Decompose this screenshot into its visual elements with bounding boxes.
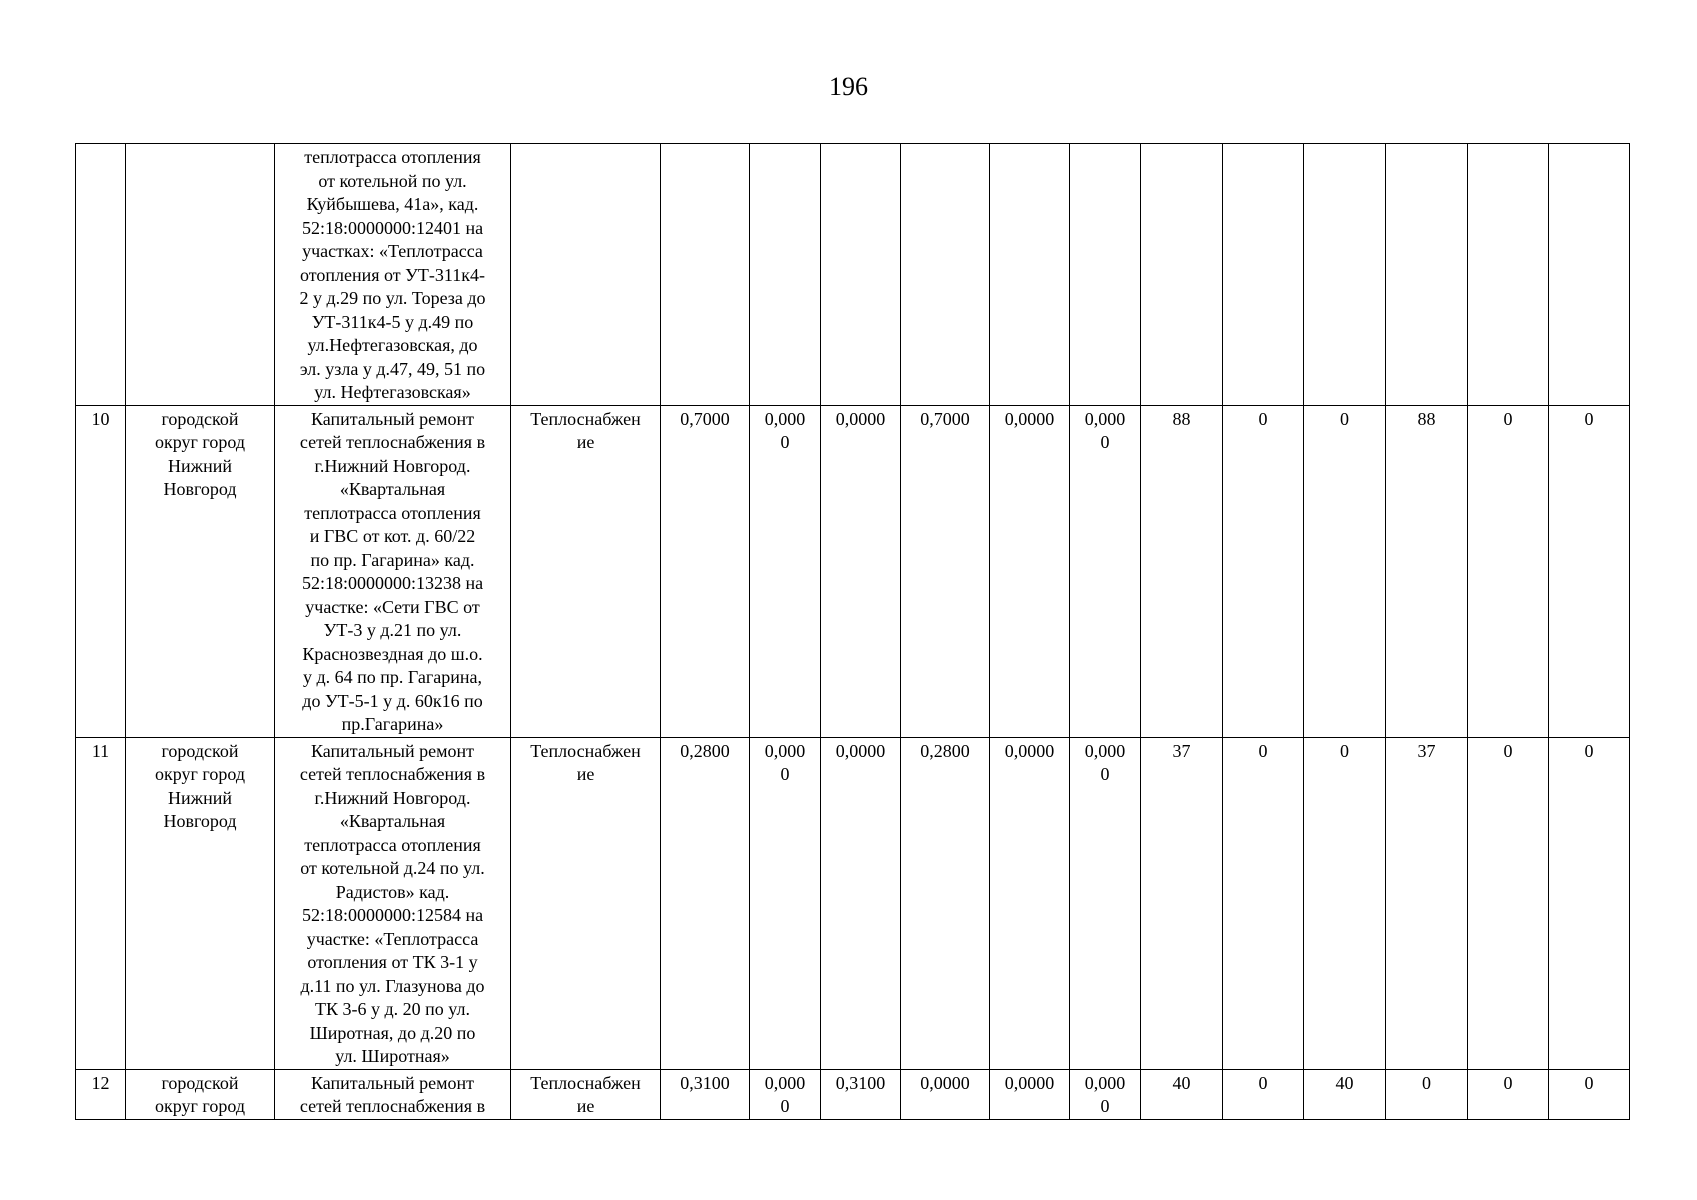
value-cell: 37	[1386, 737, 1468, 1069]
value-cell: 0,7000	[901, 405, 990, 737]
value-cell: 0,0000	[990, 1069, 1070, 1119]
value-cell	[901, 144, 990, 406]
value-cell: 40	[1141, 1069, 1223, 1119]
value-cell: 0	[1468, 737, 1549, 1069]
value-cell: 0,000 0	[1070, 405, 1141, 737]
value-cell: 0	[1386, 1069, 1468, 1119]
type-cell	[511, 144, 661, 406]
value-cell: 0,000 0	[750, 737, 821, 1069]
value-cell: 40	[1304, 1069, 1386, 1119]
row-number-cell: 12	[76, 1069, 126, 1119]
value-cell: 37	[1141, 737, 1223, 1069]
row-number-cell: 11	[76, 737, 126, 1069]
municipality-cell	[126, 144, 275, 406]
value-cell: 88	[1386, 405, 1468, 737]
value-cell: 88	[1141, 405, 1223, 737]
value-cell	[1304, 144, 1386, 406]
value-cell: 0,0000	[990, 405, 1070, 737]
value-cell	[821, 144, 901, 406]
value-cell: 0	[1223, 405, 1304, 737]
value-cell: 0	[1223, 737, 1304, 1069]
value-cell	[661, 144, 750, 406]
description-cell: Капитальный ремонт сетей теплоснабжения в г.Нижний Новгород. «Квартальная теплотрасса отопления от котельной д.24 по ул. Радистов» кад. 52:18:0000000:12584 на участке: «Теплотрасса отопления от ТК 3-1 у д.11 по ул. Глазунова до ТК 3-6 у д. 20 по ул. Широтная, до д.20 по ул. Широтная»	[275, 737, 511, 1069]
description-cell: Капитальный ремонт сетей теплоснабжения в	[275, 1069, 511, 1119]
value-cell: 0	[1549, 405, 1630, 737]
value-cell: 0,000 0	[1070, 737, 1141, 1069]
value-cell: 0,0000	[821, 405, 901, 737]
type-cell: Теплоснабжен ие	[511, 1069, 661, 1119]
value-cell	[1070, 144, 1141, 406]
value-cell: 0,000 0	[1070, 1069, 1141, 1119]
value-cell: 0	[1304, 405, 1386, 737]
table-body	[76, 144, 1630, 1120]
table-row	[76, 737, 1630, 1069]
row-number-cell	[76, 144, 126, 406]
value-cell: 0,2800	[901, 737, 990, 1069]
value-cell: 0	[1549, 737, 1630, 1069]
page-number: 196	[829, 72, 868, 101]
type-cell: Теплоснабжен ие	[511, 737, 661, 1069]
value-cell	[1468, 144, 1549, 406]
table-row	[76, 144, 1630, 406]
value-cell: 0	[1468, 405, 1549, 737]
description-cell: теплотрасса отопления от котельной по ул. Куйбышева, 41а», кад. 52:18:0000000:12401 на участках: «Теплотрасса отопления от УТ-311к4- 2 у д.29 по ул. Тореза до УТ-311к4-5 у д.49 по ул.Нефтегазовская, до эл. узла у д.47, 49, 51 по ул. Нефтегазовская»	[275, 144, 511, 406]
value-cell: 0,3100	[661, 1069, 750, 1119]
value-cell	[1386, 144, 1468, 406]
value-cell	[750, 144, 821, 406]
value-cell: 0,0000	[901, 1069, 990, 1119]
value-cell: 0,7000	[661, 405, 750, 737]
value-cell	[1223, 144, 1304, 406]
value-cell	[1141, 144, 1223, 406]
value-cell	[1549, 144, 1630, 406]
value-cell: 0,0000	[990, 737, 1070, 1069]
value-cell: 0,0000	[821, 737, 901, 1069]
value-cell: 0	[1304, 737, 1386, 1069]
table-row	[76, 405, 1630, 737]
municipality-cell: городской округ город Нижний Новгород	[126, 737, 275, 1069]
municipality-cell: городской округ город Нижний Новгород	[126, 405, 275, 737]
type-cell: Теплоснабжен ие	[511, 405, 661, 737]
value-cell: 0,3100	[821, 1069, 901, 1119]
value-cell: 0	[1549, 1069, 1630, 1119]
data-table	[75, 143, 1630, 1120]
value-cell: 0,000 0	[750, 1069, 821, 1119]
municipality-cell: городской округ город	[126, 1069, 275, 1119]
value-cell: 0	[1223, 1069, 1304, 1119]
description-cell: Капитальный ремонт сетей теплоснабжения в г.Нижний Новгород. «Квартальная теплотрасса отопления и ГВС от кот. д. 60/22 по пр. Гагарина» кад. 52:18:0000000:13238 на участке: «Сети ГВС от УТ-3 у д.21 по ул. Краснозвездная до ш.о. у д. 64 по пр. Гагарина, до УТ-5-1 у д. 60к16 по пр.Гагарина»	[275, 405, 511, 737]
table-row	[76, 1069, 1630, 1119]
value-cell: 0	[1468, 1069, 1549, 1119]
value-cell: 0,2800	[661, 737, 750, 1069]
value-cell: 0,000 0	[750, 405, 821, 737]
row-number-cell: 10	[76, 405, 126, 737]
value-cell	[990, 144, 1070, 406]
